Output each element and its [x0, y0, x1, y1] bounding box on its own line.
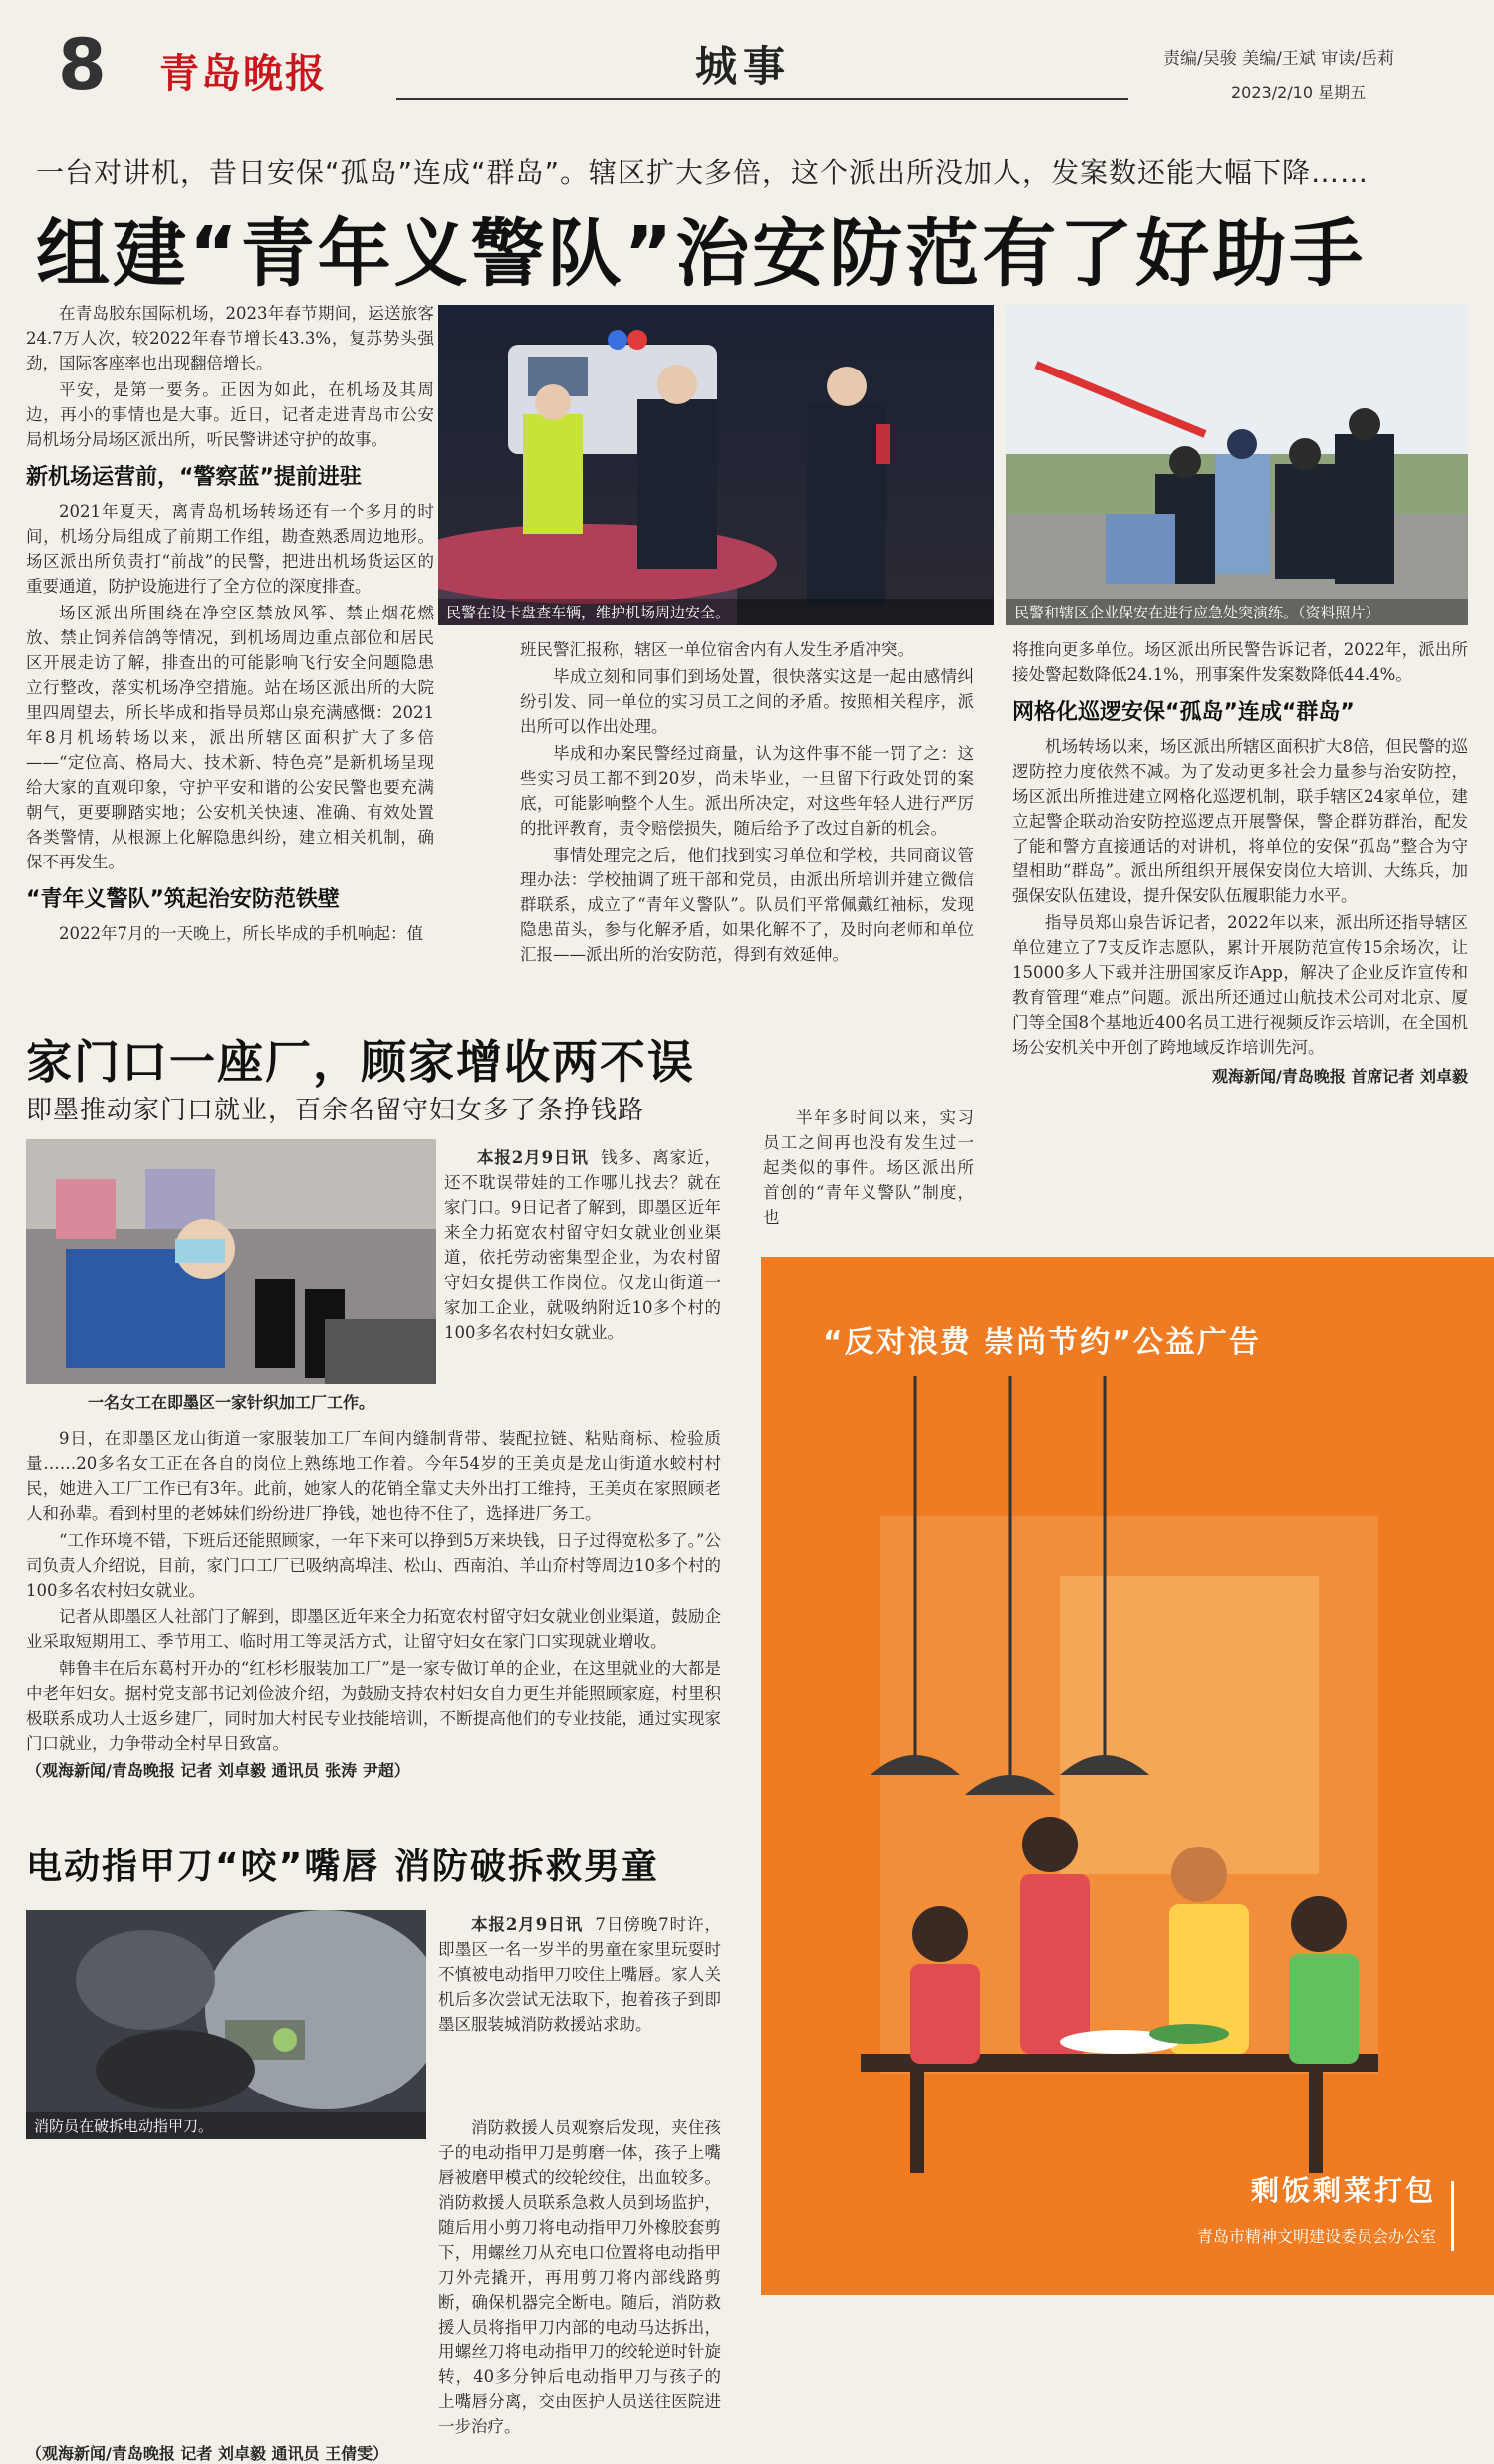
lead-paragraph: 半年多时间以来，实习员工之间再也没有发生过一起类似的事件。场区派出所首创的“青年义警队”制度，也: [763, 1109, 974, 1227]
lead-subhead-3: 网格化巡逻安保“孤岛”连成“群岛”: [1012, 700, 1355, 725]
rescue-photo-image: [26, 1910, 426, 2139]
factory-photo-image: [26, 1139, 436, 1384]
lead-paragraph: 毕成立刻和同事们到场处置，很快落实这是一起由感情纠纷引发、同一单位的实习员工之间的矛盾。按照相关程序，派出所可以作出处理。: [520, 667, 974, 736]
story3-headline: 电动指甲刀“咬”嘴唇 消防破拆救男童: [26, 1847, 659, 1887]
photo-caption: 民警和辖区企业保安在进行应急处突演练。（资料照片）: [1006, 599, 1468, 625]
story3-byline: （观海新闻/青岛晚报 记者 刘卓毅 通讯员 王倩雯）: [26, 2444, 389, 2463]
lead-kicker: 一台对讲机，昔日安保“孤岛”连成“群岛”。辖区扩大多倍，这个派出所没加人，发案数还能大幅下降……: [36, 156, 1370, 189]
lead-subhead-2: “青年义警队”筑起治安防范铁壁: [26, 887, 340, 912]
story2-paragraph: 本报2月9日讯 钱多、离家近，还不耽误带娃的工作哪儿找去？就在家门口。9日记者了解到，即墨区近年来全力拓宽农村留守妇女就业创业渠道，依托劳动密集型企业，为农村留守妇女提供工作岗位。仅龙山街道一家加工企业，就吸纳附近10多个村的100多名农村妇女就业。: [444, 1148, 721, 1342]
lead-paragraph: 2021年夏天，离青岛机场转场还有一个多月的时间，机场分局组成了前期工作组，勘查熟悉周边地形。场区派出所负责打“前战”的民警，把进出机场货运区的重要通道，防护设施进行了全方位的深度排查。: [26, 502, 434, 596]
lead-paragraph: 2022年7月的一天晚上，所长毕成的手机响起：值: [59, 924, 423, 943]
story2-headline: 家门口一座厂，顾家增收两不误: [26, 1035, 695, 1089]
photo-drill: [1006, 305, 1468, 625]
story3-paragraph: 本报2月9日讯 7日傍晚7时许，即墨区一名一岁半的男童在家里玩耍时不慎被电动指甲刀咬住上嘴唇。家人关机后多次尝试无法取下，抱着孩子到即墨区服装城消防救援站求助。: [438, 1915, 721, 2034]
story2-column-wide: [26, 1426, 721, 1781]
lead-paragraph: 班民警汇报称，辖区一单位宿舍内有人发生矛盾冲突。: [520, 640, 914, 659]
ad-divider: [1451, 2181, 1454, 2251]
story2-paragraph: 记者从即墨区人社部门了解到，即墨区近年来全力拓宽农村留守妇女就业创业渠道，鼓励企业采取短期用工、季节用工、临时用工等灵活方式，让留守妇女在家门口实现就业增收。: [26, 1607, 721, 1651]
lead-column-2: [520, 637, 974, 969]
lead-column-3: [1012, 637, 1468, 1087]
ad-title: “反对浪费 崇尚节约”公益广告: [823, 1325, 1261, 1359]
lead-intro-paragraph: 平安，是第一要务。正因为如此，在机场及其周边，再小的事情也是大事。近日，记者走进青岛市公安局机场分局场区派出所，听民警讲述守护的故事。: [26, 380, 434, 449]
ad-slogan: 剩饭剩菜打包: [1250, 2174, 1436, 2207]
story2-byline: （观海新闻/青岛晚报 记者 刘卓毅 通讯员 张涛 尹超）: [26, 1761, 410, 1780]
story3-column-narrow: [438, 1912, 721, 2039]
photo-caption: 消防员在破拆电动指甲刀。: [26, 2112, 426, 2139]
newspaper-masthead: 青岛晚报: [159, 50, 327, 97]
story2-column-narrow: [444, 1145, 721, 1347]
lead-intro-paragraph: 在青岛胶东国际机场，2023年春节期间，运送旅客24.7万人次，较2022年春节增长43.3%，复苏势头强劲，国际客座率也出现翻倍增长。: [26, 304, 434, 372]
story2-dateline: 本报2月9日讯: [477, 1148, 589, 1167]
story2-deck: 即墨推动家门口就业，百余名留守妇女多了条挣钱路: [26, 1096, 645, 1125]
photo-checkpoint: [438, 305, 994, 625]
ad-organization: 青岛市精神文明建设委员会办公室: [1196, 2227, 1436, 2246]
issue-date: 2023/2/10 星期五: [1231, 83, 1367, 102]
photo-caption: 民警在设卡盘查车辆，维护机场周边安全。: [438, 599, 994, 625]
lead-column-1: [26, 301, 434, 948]
editor-credits: 责编/吴骏 美编/王斌 审读/岳莉: [1163, 49, 1394, 69]
story3-paragraph: 消防救援人员观察后发现，夹住孩子的电动指甲刀是剪磨一体，孩子上嘴唇被磨甲模式的绞轮绞住，出血较多。消防救援人员联系急救人员到场监护，随后用小剪刀将电动指甲刀外橡胶套剪下，用螺丝刀从充电口位置将电动指甲刀外壳撬开，再用剪刀将内部线路剪断，确保机器完全断电。随后，消防救援人员将指甲刀内部的电动马达拆出，用螺丝刀将电动指甲刀的绞轮逆时针旋转，40多分钟后电动指甲刀与孩子的上嘴唇分离，交由医护人员送往医院进一步治疗。: [438, 2118, 721, 2436]
lead-paragraph: 毕成和办案民警经过商量，认为这件事不能一罚了之：这些实习员工都不到20岁，尚未毕业，一旦留下行政处罚的案底，可能影响整个人生。派出所决定，对这些年轻人进行严厉的批评教育，责令赔偿损失，随后给予了改过自新的机会。: [520, 744, 974, 838]
lead-headline: 组建“青年义警队”治安防范有了好助手: [36, 211, 1367, 297]
checkpoint-photo-image: [438, 305, 994, 625]
story2-paragraph: “工作环境不错，下班后还能照顾家，一年下来可以挣到5万来块钱，日子过得宽松多了。”公司负责人介绍说，目前，家门口工厂已吸纳高埠洼、松山、西南泊、羊山夼村等周边10多个村的100多名农村妇女就业。: [26, 1531, 721, 1600]
lead-subhead-1: 新机场运营前，“警察蓝”提前进驻: [26, 465, 362, 490]
lead-paragraph: 机场转场以来，场区派出所辖区面积扩大8倍，但民警的巡逻防控力度依然不减。为了发动更多社会力量参与治安防控，场区派出所推进建立网格化巡逻机制，联手辖区24家单位，建立起警企联动治安防控巡逻点开展警保，警企群防群治，配发了能和警方直接通话的对讲机，将单位的安保“孤岛”整合为守望相助“群岛”。派出所组织开展保安岗位大培训、大练兵，加强保安队伍建设，提升保安队伍履职能力水平。: [1012, 737, 1468, 905]
lead-paragraph: 事情处理完之后，他们找到实习单位和学校，共同商议管理办法：学校抽调了班干部和党员，由派出所培训并建立微信群联系，成立了“青年义警队”。队员们平常佩戴红袖标，发现隐患苗头，参与化解矛盾，如果化解不了，及时向老师和单位汇报——派出所的治安防范，得到有效延伸。: [520, 846, 974, 964]
story2-paragraph: 韩鲁丰在后东葛村开办的“红杉杉服装加工厂”是一家专做订单的企业，在这里就业的大都是中老年妇女。据村党支部书记刘俭波介绍，为鼓励支持农村妇女自力更生并能照顾家庭，村里积极联系成功人士返乡建厂，同时加大村民专业技能培训，不断提高他们的专业技能，通过实现家门口就业，力争带动全村早日致富。: [26, 1659, 721, 1753]
page-number: 8: [58, 24, 107, 106]
lead-paragraph: 场区派出所围绕在净空区禁放风筝、禁止烟花燃放、禁止饲养信鸽等情况，到机场周边重点部位和居民区开展走访了解，排查出的可能影响飞行安全问题隐患立行整改，落实机场净空措施。站在场区派出所的大院里四周望去，所长毕成和指导员郑山泉充满感慨：2021年8月机场转场以来，派出所辖区面积扩大了多倍——“定位高、格局大、技术新、特色亮”是新机场呈现给大家的直观印象，守护平安和谐的公安民警也要充满朝气，更要聊踏实地；公安机关快速、准确、有效处置各类警情，从根源上化解隐患纠纷，建立相关机制，确保不再发生。: [26, 604, 434, 871]
story3-column-wide: [26, 2115, 721, 2464]
header-rule: [396, 98, 1128, 100]
lead-column-2b: [763, 1106, 974, 1232]
lead-paragraph: 将推向更多单位。场区派出所民警告诉记者，2022年，派出所接处警起数降低24.1%，刑事案件发案数降低44.4%。: [1012, 640, 1468, 684]
story2-photo-caption: 一名女工在即墨区一家针织加工厂工作。: [87, 1393, 374, 1412]
section-title: 城事: [695, 42, 792, 91]
lead-paragraph: 指导员郑山泉告诉记者，2022年以来，派出所还指导辖区单位建立了7支反诈志愿队，累计开展防范宣传15余场次，让15000多人下载并注册国家反诈App，解决了企业反诈宣传和教育管理“难点”问题。派出所还通过山航技术公司对北京、厦门等全国8个基地近400名员工进行视频反诈云培训，在全国机场公安机关中开创了跨地域反诈培训先河。: [1012, 913, 1468, 1057]
drill-photo-image: [1006, 305, 1468, 625]
photo-rescue: [26, 1910, 426, 2139]
story3-dateline: 本报2月9日讯: [471, 1915, 584, 1934]
lead-byline: 观海新闻/青岛晚报 首席记者 刘卓毅: [1212, 1067, 1468, 1086]
dining-illustration: [761, 1376, 1494, 2173]
photo-factory: [26, 1139, 436, 1384]
story2-paragraph: 9日，在即墨区龙山街道一家服装加工厂车间内缝制背带、装配拉链、粘贴商标、检验质量……20多名女工正在各自的岗位上熟练地工作着。今年54岁的王美贞是龙山街道水蛟村村民，她进入工厂工作已有3年。此前，她家人的花销全靠丈夫外出打工维持，王美贞在家照顾老人和孙辈。看到村里的老姊妹们纷纷进厂挣钱，她也待不住了，选择进厂务工。: [26, 1429, 721, 1523]
public-service-ad: [761, 1257, 1494, 2295]
